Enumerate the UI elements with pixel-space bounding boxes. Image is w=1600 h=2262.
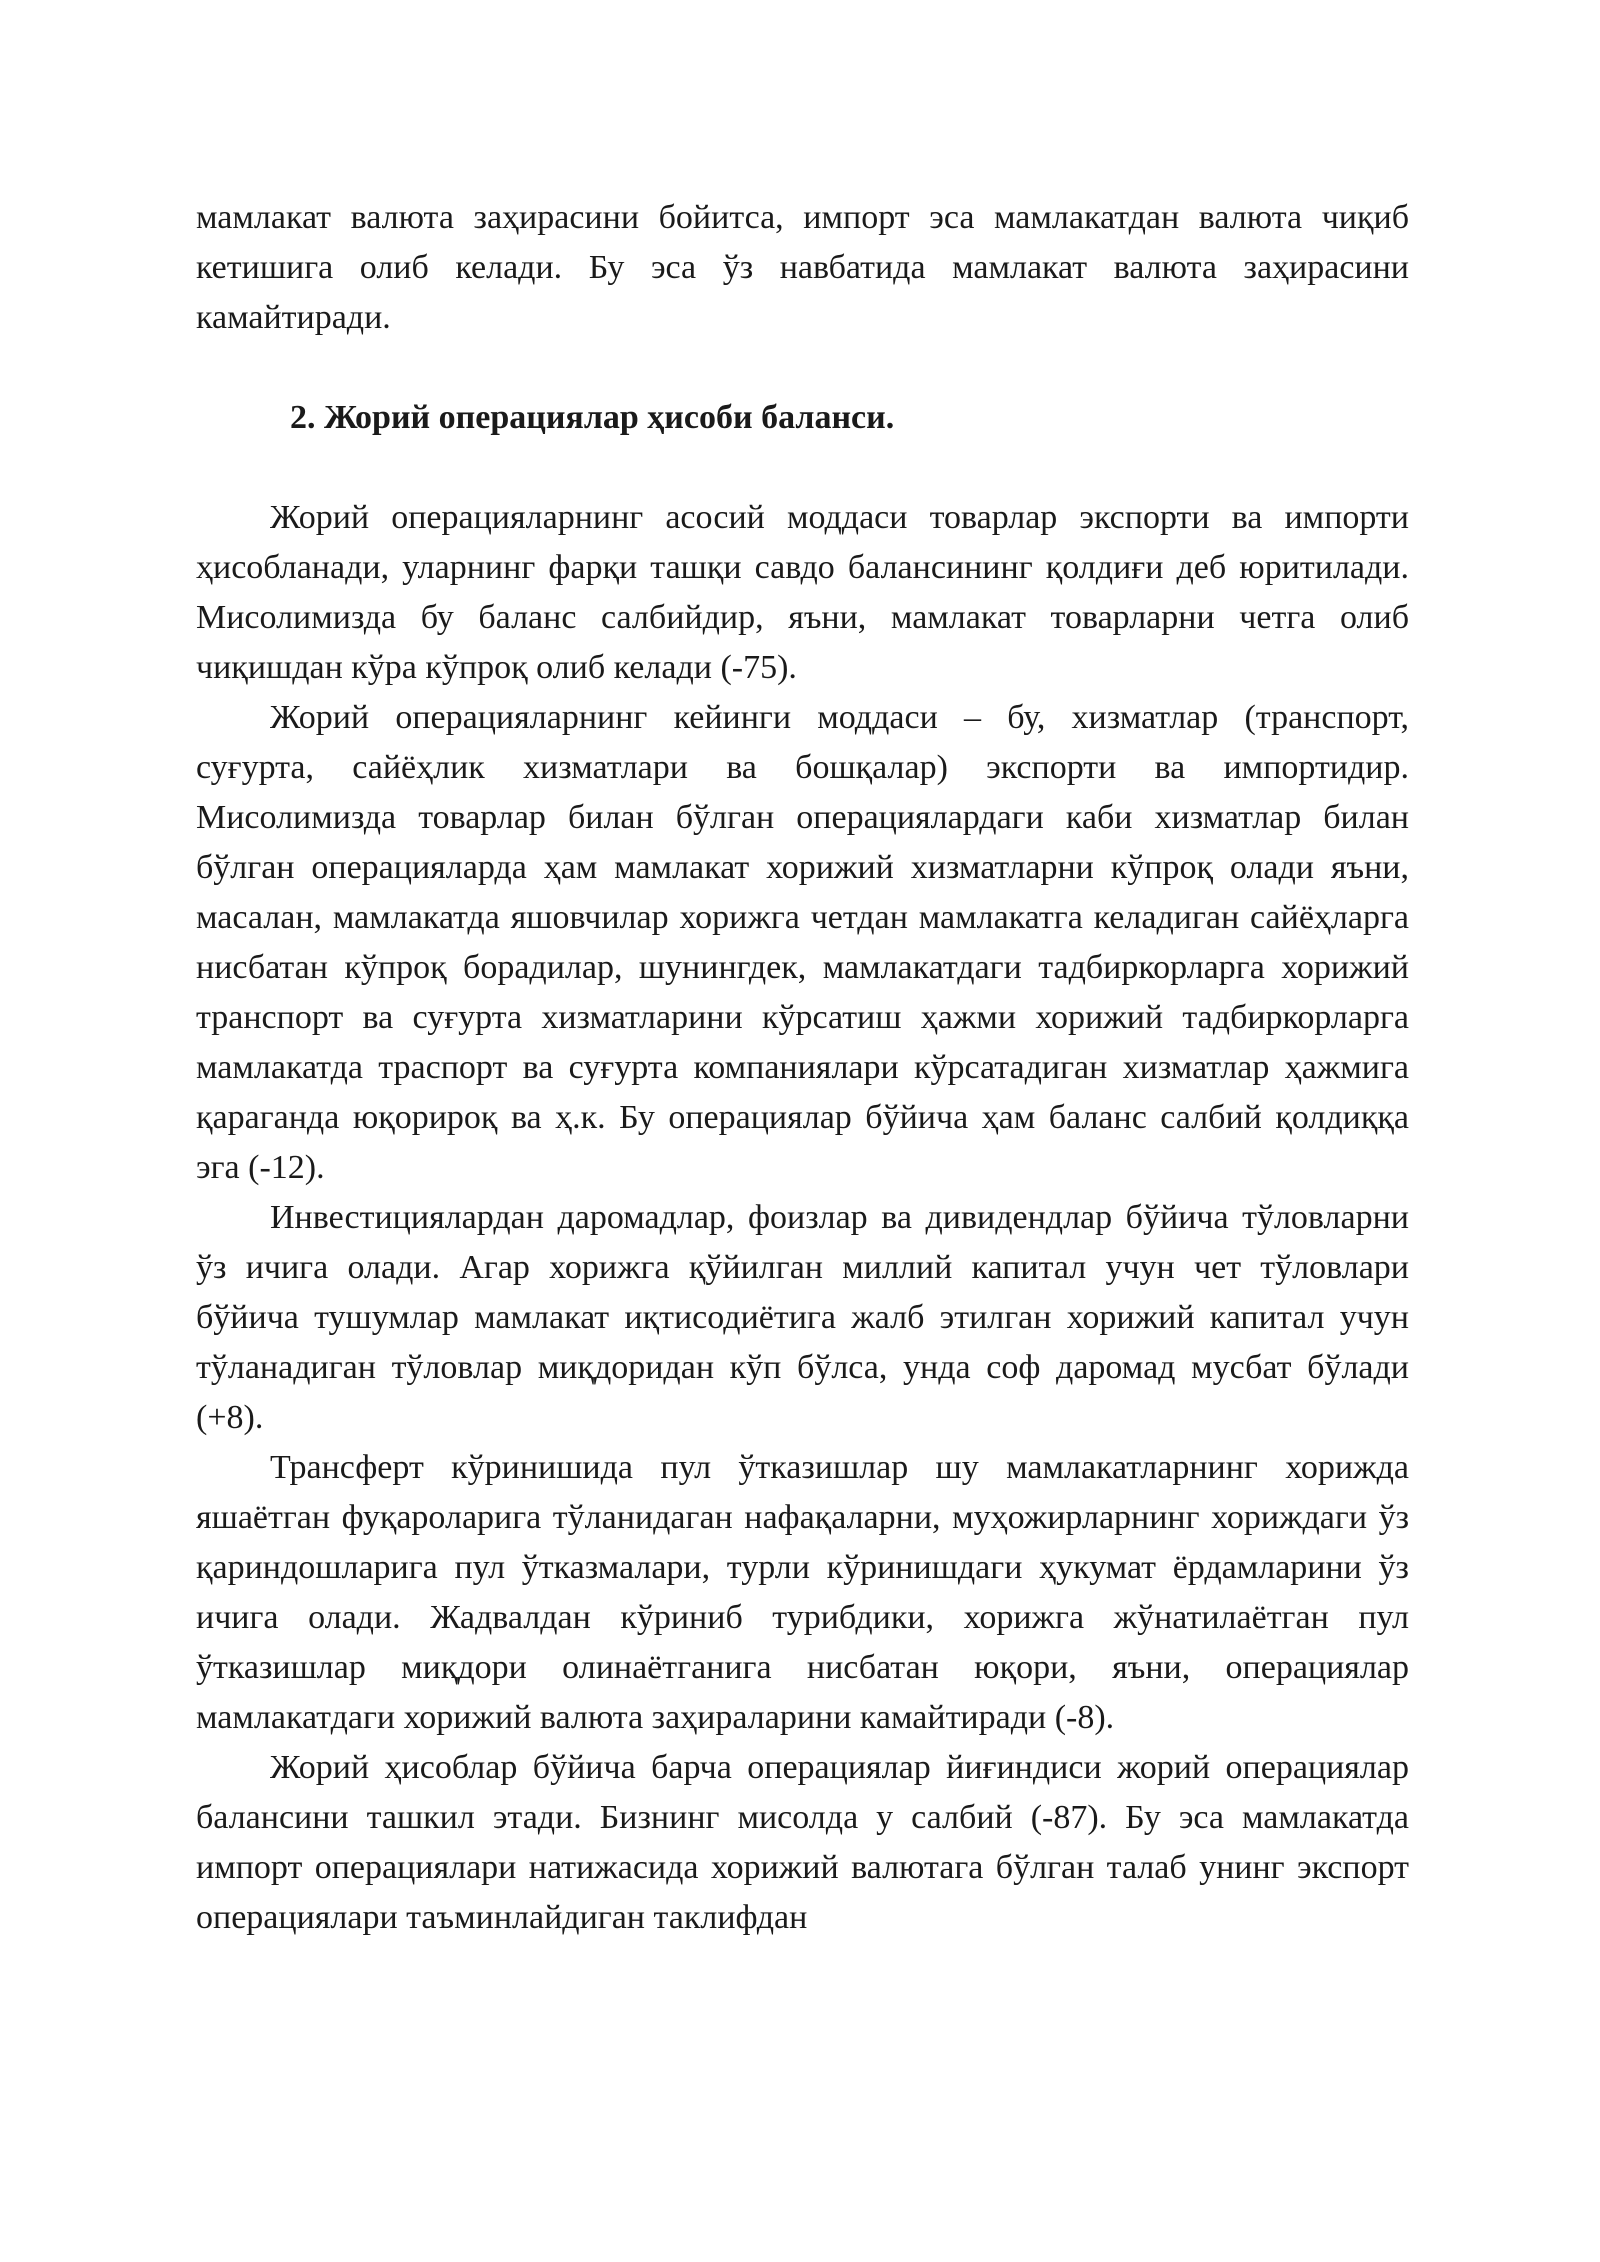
paragraph-investment-income: Инвестициялардан даромадлар, фоизлар ва дивидендлар бўйича тўловларни ўз ичига олади. Агар хорижга қўйилган миллий капитал учун чет тўловлари бўйича тушумлар мамлакат иқтисодиётига жалб этилган хорижий капитал учун тўланадиган тўловлар миқдоридан кўп бўлса, унда соф даромад мусбат бўлади (+8). <box>196 1199 1409 1436</box>
intro-paragraph: мамлакат валюта заҳирасини бойитса, импорт эса мамлакатдан валюта чиқиб кетишига олиб келади. Бу эса ўз навбатида мамлакат валюта заҳирасини камайтиради. <box>196 199 1409 336</box>
intro-text-block <box>196 193 1409 343</box>
paragraph-services-balance: Жорий операцияларнинг кейинги моддаси – бу, хизматлар (транспорт, суғурта, сайёҳлик хизматлари ва бошқалар) экспорти ва импортидир. Мисолимизда товарлар билан бўлган операциялардаги каби хизматлар билан бўлган операцияларда ҳам мамлакат хорижий хизматларни кўпроқ олади яъни, масалан, мамлакатда яшовчилар хорижга четдан мамлакатга келадиган сайёҳларга нисбатан кўпроқ борадилар, шунингдек, мамлакатдаги тадбиркорларга хорижий транспорт ва суғурта хизматларини кўрсатиш ҳажми хорижий тадбиркорларга мамлакатда траспорт ва суғурта компаниялари кўрсатадиган хизматлар ҳажмига қараганда юқорироқ ва ҳ.к. Бу операциялар бўйича ҳам баланс салбий қолдиққа эга (-12). <box>196 699 1409 1186</box>
body-text-block <box>196 493 1409 1943</box>
section-heading: 2. Жорий операциялар ҳисоби баланси. <box>290 399 895 436</box>
paragraph-goods-balance: Жорий операцияларнинг асосий моддаси товарлар экспорти ва импорти ҳисобланади, уларнинг фарқи ташқи савдо балансининг қолдиғи деб юритилади. Мисолимизда бу баланс салбийдир, яъни, мамлакат товарларни четга олиб чиқишдан кўра кўпроқ олиб келади (-75). <box>196 499 1409 686</box>
paragraph-transfers: Трансферт кўринишида пул ўтказишлар шу мамлакатларнинг хорижда яшаётган фуқароларига тўланидаган нафақаларни, муҳожирларнинг хориждаги ўз қариндошларига пул ўтказмалари, турли кўринишдаги ҳукумат ёрдамларини ўз ичига олади. Жадвалдан кўриниб турибдики, хорижга жўнатилаётган пул ўтказишлар миқдори олинаётганига нисбатан юқори, яъни, операциялар мамлакатдаги хорижий валюта заҳираларини камайтиради (-8). <box>196 1449 1409 1736</box>
paragraph-current-account-total: Жорий ҳисоблар бўйича барча операциялар йиғиндиси жорий операциялар балансини ташкил этади. Бизнинг мисолда у салбий (-87). Бу эса мамлакатда импорт операциялари натижасида хорижий валютага бўлган талаб унинг экспорт операциялари таъминлайдиган таклифдан <box>196 1749 1409 1936</box>
